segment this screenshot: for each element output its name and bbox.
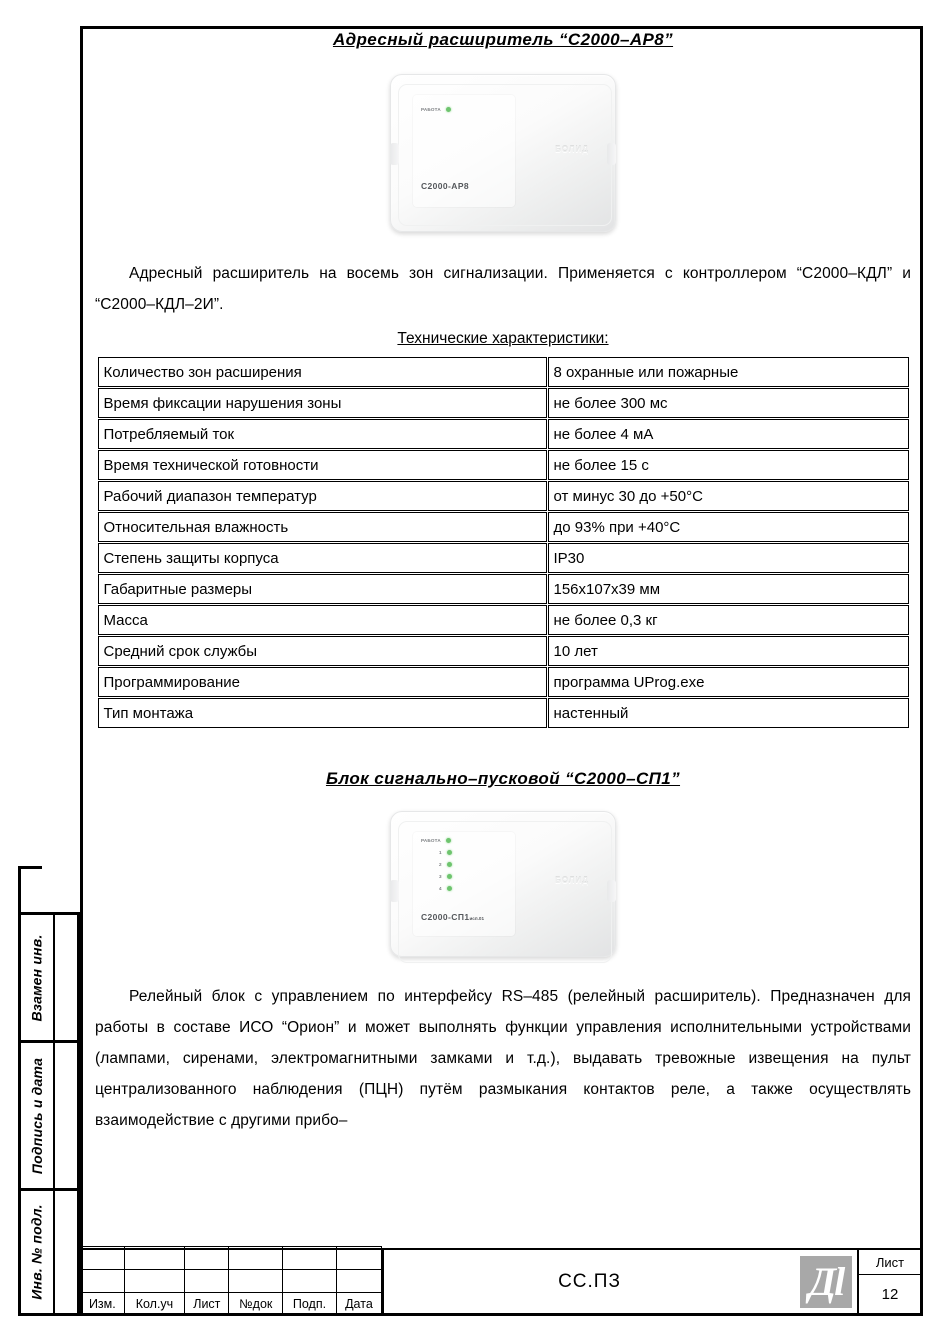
device-led-row-work xyxy=(421,838,451,843)
device-led-label-work: РАБОТА xyxy=(421,107,441,112)
section-heading-sp1: Блок сигнально–пусковой “С2000–СП1” xyxy=(325,769,681,788)
revision-header-data: Дата xyxy=(336,1293,381,1316)
revision-cell xyxy=(336,1247,381,1270)
device-model-text: С2000-АР8 xyxy=(421,181,470,191)
spec-value: 156х107х39 мм xyxy=(548,574,909,604)
spec-table-ar8 xyxy=(97,356,910,729)
device-mount-ear-left xyxy=(390,143,399,165)
table-row xyxy=(81,1247,382,1270)
section-heading-ar8: Адресный расширитель “С2000–АР8” xyxy=(332,30,674,49)
device-led-label-3: 3 xyxy=(439,874,442,879)
revision-cell xyxy=(185,1270,229,1293)
revision-table xyxy=(80,1246,382,1316)
spec-value: IP30 xyxy=(548,543,909,573)
table-row xyxy=(81,1293,382,1316)
spec-value: не более 300 мс xyxy=(548,388,909,418)
table-row xyxy=(98,481,909,511)
device-led-row-work xyxy=(421,107,451,112)
sheet-number-block xyxy=(857,1250,921,1314)
sheet-label: Лист xyxy=(859,1250,921,1275)
device-led-row-4 xyxy=(439,886,452,891)
sidebar-cell-podpis xyxy=(21,1043,83,1191)
device-led-label-1: 1 xyxy=(439,850,442,855)
device-mount-ear-right xyxy=(607,880,616,902)
table-row xyxy=(98,667,909,697)
spec-key: Масса xyxy=(98,605,547,635)
table-row xyxy=(98,698,909,728)
spec-key: Степень защиты корпуса xyxy=(98,543,547,573)
content-column xyxy=(95,30,911,1136)
table-row xyxy=(98,450,909,480)
table-row xyxy=(98,419,909,449)
revision-cell xyxy=(124,1270,185,1293)
spec-key: Средний срок службы xyxy=(98,636,547,666)
table-row xyxy=(98,574,909,604)
led-indicator-green xyxy=(447,862,452,867)
revision-header-list: Лист xyxy=(185,1293,229,1316)
sidebar-stub xyxy=(18,866,42,912)
device-mount-ear-left xyxy=(390,880,399,902)
spec-value: 10 лет xyxy=(548,636,909,666)
revision-cell xyxy=(124,1247,185,1270)
title-block-main xyxy=(382,1248,923,1316)
device-mount-ear-right xyxy=(607,143,616,165)
table-row xyxy=(98,605,909,635)
company-logo xyxy=(795,1250,857,1314)
device-led-row-1 xyxy=(439,850,452,855)
device-model-version: исп.01 xyxy=(469,916,485,921)
paragraph-ar8: Адресный расширитель на восемь зон сигнализации. Применяется с контроллером “С2000–КДЛ” и “С2000–КДЛ–2И”. xyxy=(95,265,911,313)
spec-key: Программирование xyxy=(98,667,547,697)
revision-header-izm: Изм. xyxy=(81,1293,125,1316)
sidebar-cell-zamen xyxy=(21,915,83,1043)
spec-key: Время фиксации нарушения зоны xyxy=(98,388,547,418)
logo-glyph: Дl xyxy=(808,1259,844,1304)
revision-cell xyxy=(229,1270,283,1293)
spec-table-body xyxy=(98,357,909,728)
spec-value: 8 охранные или пожарные xyxy=(548,357,909,387)
spec-value: до 93% при +40°С xyxy=(548,512,909,542)
table-row xyxy=(81,1270,382,1293)
device-model-text: С2000-СП1исп.01 xyxy=(421,912,485,922)
spec-value: программа UProg.exe xyxy=(548,667,909,697)
spec-key: Время технической готовности xyxy=(98,450,547,480)
table-caption-ar8: Технические характеристики: xyxy=(397,330,609,347)
spec-key: Рабочий диапазон температур xyxy=(98,481,547,511)
table-row xyxy=(98,543,909,573)
spec-value: не более 15 с xyxy=(548,450,909,480)
spec-value: не более 4 мА xyxy=(548,419,909,449)
spec-key: Количество зон расширения xyxy=(98,357,547,387)
led-indicator-green xyxy=(447,874,452,879)
sidebar-label-podpis: Подпись и дата xyxy=(29,1057,46,1174)
revision-cell xyxy=(283,1247,337,1270)
led-indicator-green xyxy=(447,886,452,891)
document-code: СС.ПЗ xyxy=(558,1271,621,1292)
device-led-label-work: РАБОТА xyxy=(421,838,441,843)
spec-value: настенный xyxy=(548,698,909,728)
device-image-ar8 xyxy=(95,74,911,232)
spec-key: Габаритные размеры xyxy=(98,574,547,604)
device-brand-mark: БОЛИД xyxy=(555,145,589,154)
led-indicator-green xyxy=(446,107,451,112)
sidebar-cell-inv xyxy=(21,1191,83,1313)
sheet-number: 12 xyxy=(881,1286,899,1303)
revision-header-kol: Кол.уч xyxy=(124,1293,185,1316)
logo-icon xyxy=(800,1256,852,1308)
device-led-row-2 xyxy=(439,862,452,867)
title-block xyxy=(80,1222,923,1316)
gost-sidebar xyxy=(18,912,80,1316)
device-led-label-2: 2 xyxy=(439,862,442,867)
title-block-revision-grid xyxy=(80,1222,382,1316)
device-led-row-3 xyxy=(439,874,452,879)
device-led-label-4: 4 xyxy=(439,886,442,891)
revision-header-podp: Подп. xyxy=(283,1293,337,1316)
sidebar-label-zamen: Взамен инв. xyxy=(29,933,45,1022)
spec-key: Относительная влажность xyxy=(98,512,547,542)
revision-cell xyxy=(81,1270,125,1293)
device-brand-mark: БОЛИД xyxy=(555,876,589,885)
revision-cell xyxy=(229,1247,283,1270)
table-row xyxy=(98,512,909,542)
spec-value: от минус 30 до +50°С xyxy=(548,481,909,511)
spec-key: Тип монтажа xyxy=(98,698,547,728)
sidebar-label-inv: Инв. № подл. xyxy=(29,1204,46,1300)
paragraph-sp1: Релейный блок с управлением по интерфейсу RS–485 (релейный расширитель). Предназначен для работы в составе ИСО “Орион” и может выполнять функции управления исполнительными устройствами (лампами, сиренами, электромагнитными замками и т.д.), выдавать тревожные извещения на пульт централизованного наблюдения (ПЦН) путём размыкания контактов реле, а также осуществлять взаимодействие с другими прибо– xyxy=(95,988,911,1129)
led-indicator-green xyxy=(446,838,451,843)
revision-cell xyxy=(283,1270,337,1293)
table-row xyxy=(98,636,909,666)
spec-value: не более 0,3 кг xyxy=(548,605,909,635)
revision-header-dok: №док xyxy=(229,1293,283,1316)
revision-cell xyxy=(81,1247,125,1270)
revision-cell xyxy=(336,1270,381,1293)
device-image-sp1 xyxy=(95,811,911,957)
table-row xyxy=(98,357,909,387)
table-row xyxy=(98,388,909,418)
spec-key: Потребляемый ток xyxy=(98,419,547,449)
revision-cell xyxy=(185,1247,229,1270)
led-indicator-green xyxy=(447,850,452,855)
